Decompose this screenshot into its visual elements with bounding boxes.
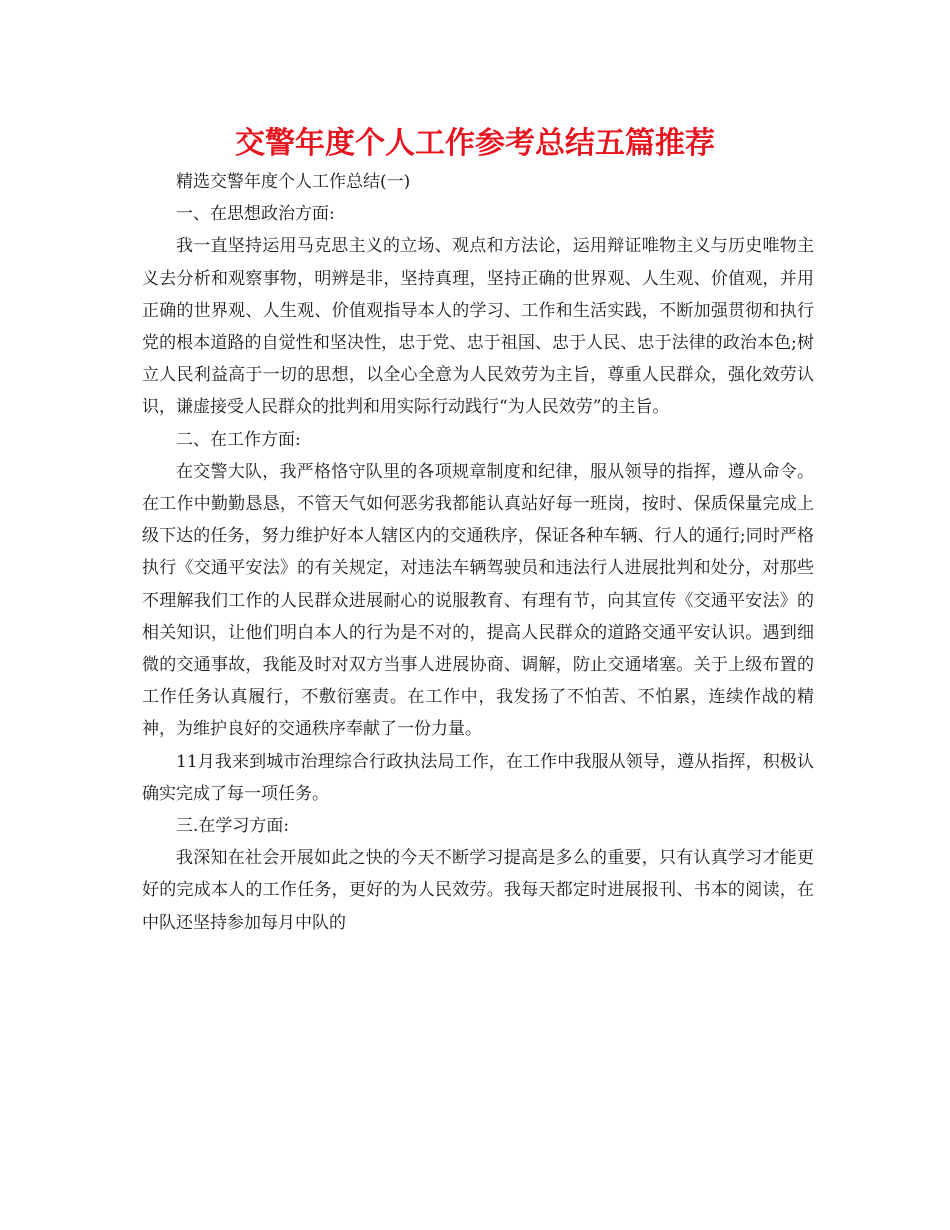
document-title: 交警年度个人工作参考总结五篇推荐 xyxy=(235,126,715,161)
paragraph-new-job: 11月我来到城市治理综合行政执法局工作，在工作中我服从领导，遵从指挥，积极认确实完成了每一项任务。 xyxy=(142,751,814,804)
section-heading-study: 三.在学习方面: xyxy=(176,816,290,837)
section-heading-selection: 精选交警年度个人工作总结(一) xyxy=(176,172,411,192)
document-body xyxy=(142,166,814,939)
paragraph-work: 在交警大队，我严格恪守队里的各项规章制度和纪律，服从领导的指挥，遵从命令。在工作中勤勤恳恳，不管天气如何恶劣我都能认真站好每一班岗，按时、保质保量完成上级下达的任务，努力维护好本人辖区内的交通秩序，保证各种车辆、行人的通行;同时严格执行《交通平安法》的有关规定，对违法车辆驾驶员和违法行人进展批判和处分，对那些不理解我们工作的人民群众进展耐心的说服教育、有理有节，向其宣传《交通平安法》的相关知识，让他们明白本人的行为是不对的，提高人民群众的道路交通平安认识。遇到细微的交通事故，我能及时对双方当事人进展协商、调解，防止交通堵塞。关于上级布置的工作任务认真履行，不敷衍塞责。在工作中，我发扬了不怕苦、不怕累，连续作战的精神，为维护良好的交通秩序奉献了一份力量。 xyxy=(142,461,814,740)
paragraph-political: 我一直坚持运用马克思主义的立场、观点和方法论，运用辩证唯物主义与历史唯物主义去分析和观察事物，明辨是非，坚持真理，坚持正确的世界观、人生观、价值观，并用正确的世界观、人生观、价值观指导本人的学习、工作和生活实践，不断加强贯彻和执行党的根本道路的自觉性和坚决性，忠于党、忠于祖国、忠于人民、忠于法律的政治本色;树立人民利益高于一切的思想，以全心全意为人民效劳为主旨，尊重人民群众，强化效劳认识，谦虚接受人民群众的批判和用实际行动践行“为人民效劳”的主旨。 xyxy=(142,236,814,418)
section-heading-political: 一、在思想政治方面: xyxy=(176,204,335,225)
section-heading-work: 二、在工作方面: xyxy=(176,429,301,450)
paragraph-study: 我深知在社会开展如此之快的今天不断学习提高是多么的重要，只有认真学习才能更好的完成本人的工作任务，更好的为人民效劳。我每天都定时进展报刊、书本的阅读，在中队还坚持参加每月中队的 xyxy=(142,848,814,933)
